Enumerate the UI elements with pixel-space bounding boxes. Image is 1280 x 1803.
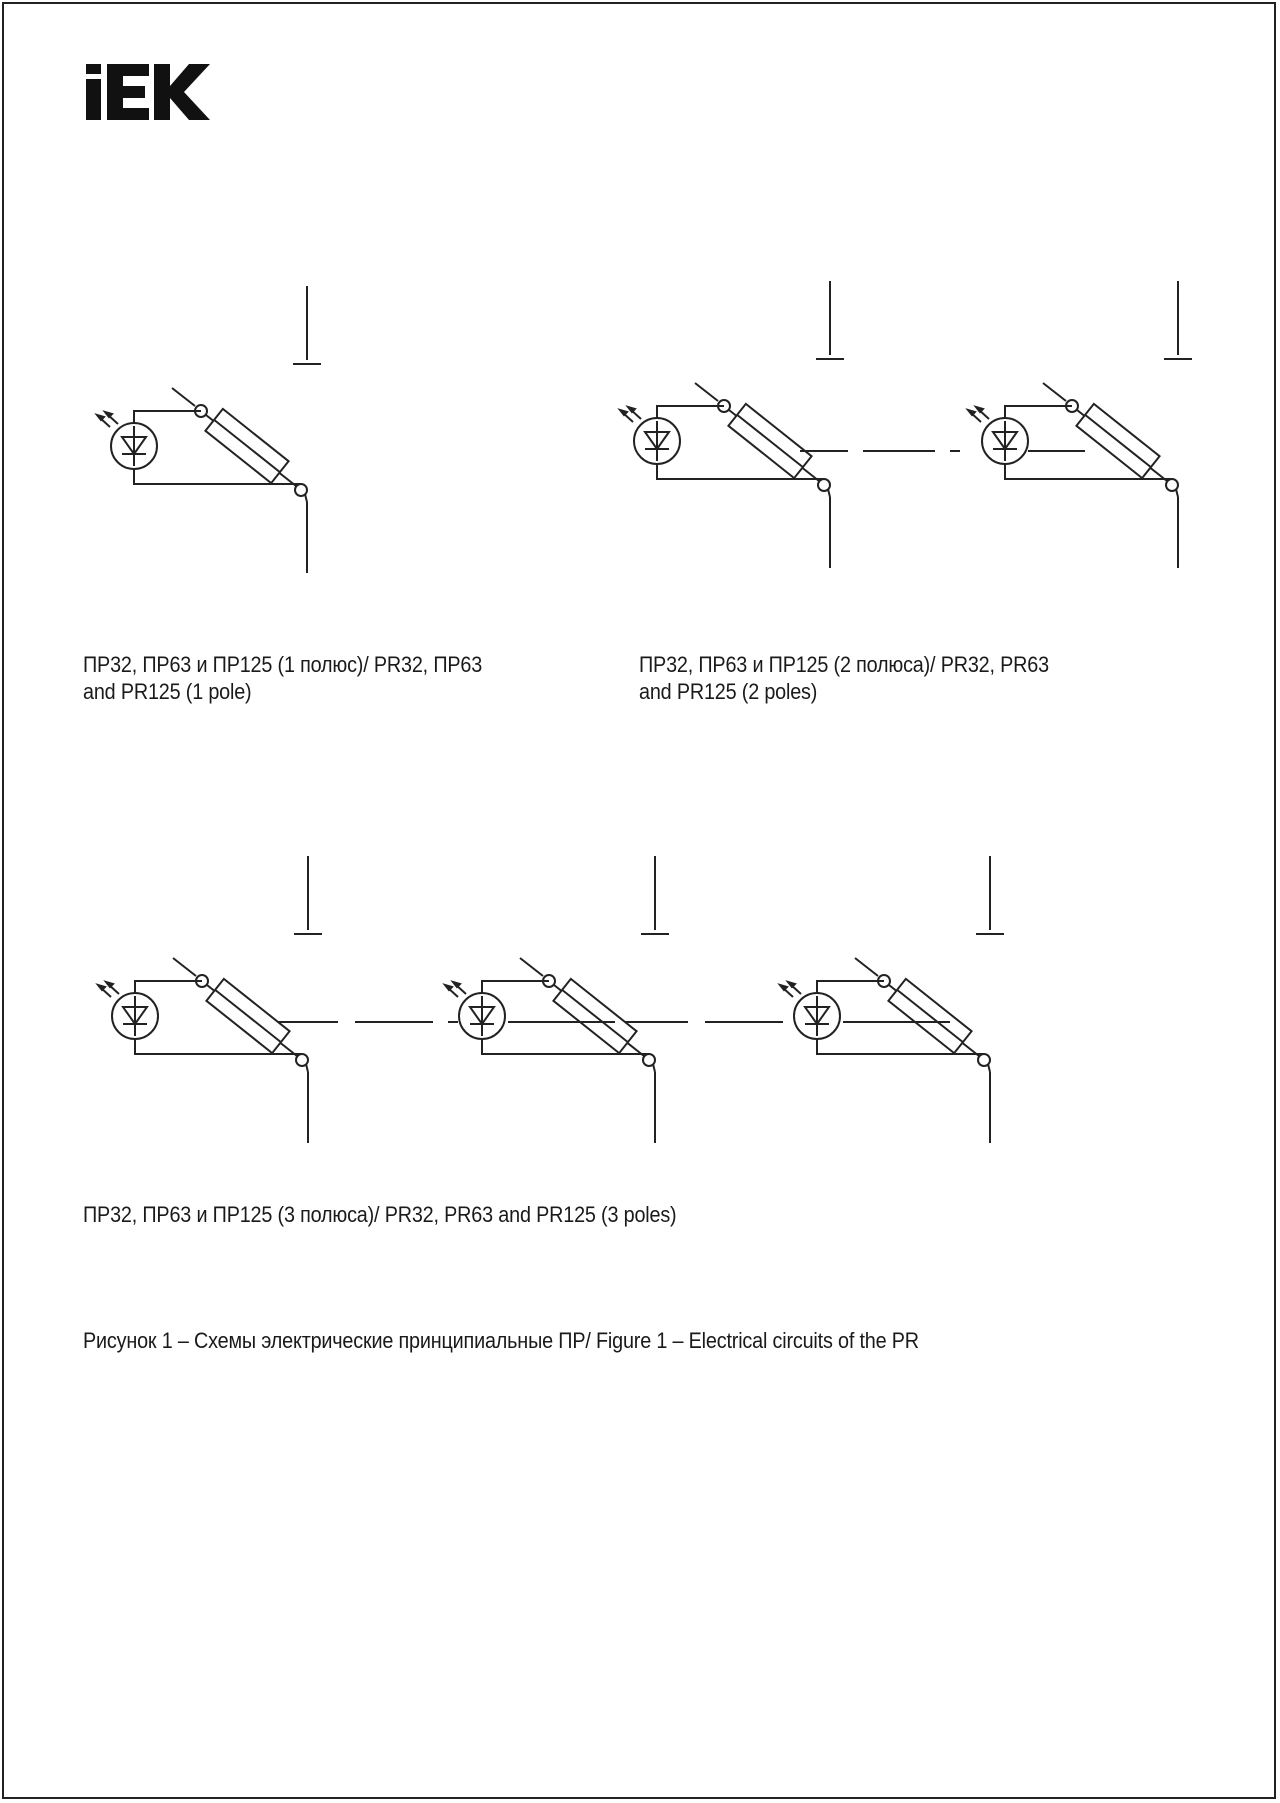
diagram-3-poles	[98, 856, 1004, 1143]
caption-2-poles	[639, 651, 1049, 705]
caption-2-poles-line2: and PR125 (2 poles)	[639, 679, 818, 704]
caption-1-pole	[83, 651, 482, 705]
caption-1-pole-line1: ПР32, ПР63 и ПР125 (1 полюс)/ PR32, ПР63	[83, 652, 483, 677]
caption-3-poles-line1: ПР32, ПР63 и ПР125 (3 полюса)/ PR32, PR63 and PR125 (3 poles)	[83, 1202, 677, 1227]
figure-caption: Рисунок 1 – Схемы электрические принципиальные ПР/ Figure 1 – Electrical circuits of the PR	[83, 1328, 919, 1353]
caption-2-poles-line1: ПР32, ПР63 и ПР125 (2 полюса)/ PR32, PR63	[639, 652, 1049, 677]
diagram-2-poles	[620, 281, 1192, 568]
diagram-1-pole	[97, 286, 321, 573]
caption-3-poles	[83, 1201, 676, 1228]
caption-1-pole-line2: and PR125 (1 pole)	[83, 679, 252, 704]
